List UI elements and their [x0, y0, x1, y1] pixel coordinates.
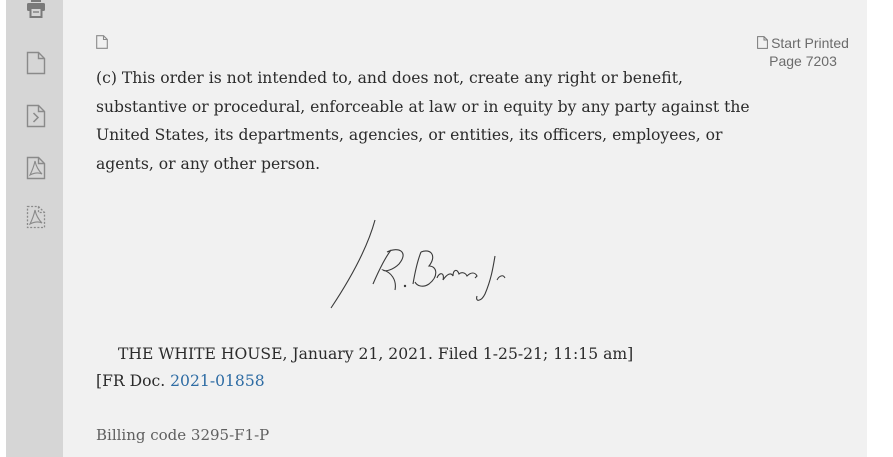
page-document-icon — [757, 36, 768, 53]
printer-icon[interactable] — [26, 0, 46, 20]
page-marker-number: Page 7203 — [769, 53, 837, 69]
order-paragraph: (c) This order is not intended to, and does not, create any right or benefit, substantive or procedural, enforceable at law or in equity by any party against the United States, its departments, agencies, or entities, its officers, employees, or agents, or any other person. — [96, 69, 750, 173]
white-house-date-line: THE WHITE HOUSE, January 21, 2021. Filed 1-25-21; 11:15 am] — [118, 345, 634, 363]
fr-doc-prefix: [FR Doc. — [96, 372, 171, 390]
document-icon[interactable] — [26, 51, 46, 75]
pdf-dashed-icon[interactable] — [26, 205, 46, 229]
document-content — [63, 0, 867, 457]
signature-image — [325, 212, 515, 312]
billing-code: Billing code 3295-F1-P — [96, 426, 270, 444]
pdf-icon[interactable] — [26, 156, 46, 180]
paragraph-document-icon[interactable] — [96, 34, 108, 48]
right-margin — [867, 0, 893, 457]
side-toolbar — [6, 0, 63, 457]
fr-doc-number-link[interactable]: 2021-01858 — [170, 372, 265, 390]
fr-doc-line — [96, 371, 265, 391]
page-marker-label: Start Printed — [771, 35, 849, 51]
document-arrow-icon[interactable] — [26, 104, 46, 128]
